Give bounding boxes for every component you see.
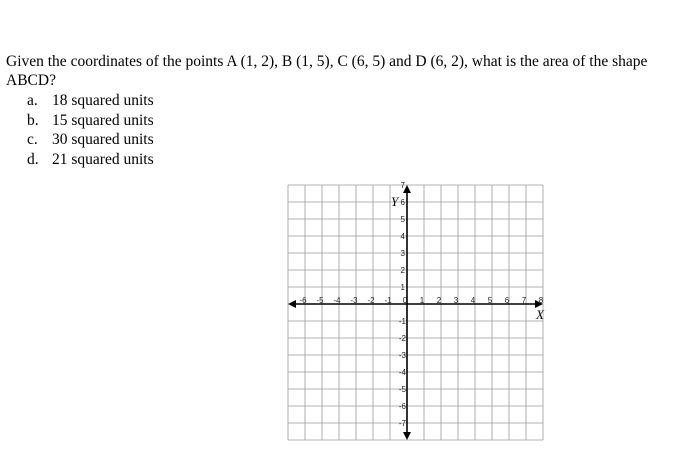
coordinate-grid-svg bbox=[280, 180, 550, 450]
y-tick-label: 3 bbox=[400, 249, 405, 258]
y-axis-label: Y bbox=[391, 194, 399, 209]
choice-text: 30 squared units bbox=[52, 131, 154, 148]
y-tick-label: -2 bbox=[398, 334, 406, 343]
x-tick-label: -2 bbox=[367, 296, 375, 305]
y-tick-label: -7 bbox=[398, 419, 406, 428]
x-tick-label: 4 bbox=[470, 296, 476, 305]
y-axis-down-arrow bbox=[403, 432, 411, 440]
x-tick-label: 3 bbox=[453, 296, 459, 305]
y-tick-label: 1 bbox=[400, 283, 405, 292]
y-tick-label: 6 bbox=[400, 198, 405, 207]
choice-b[interactable] bbox=[27, 111, 154, 131]
coordinate-grid bbox=[280, 180, 550, 450]
y-tick-label: 4 bbox=[400, 232, 405, 241]
grid-lines bbox=[288, 185, 543, 440]
x-tick-label: 5 bbox=[487, 296, 493, 305]
x-tick-label: -4 bbox=[333, 296, 341, 305]
choice-letter: a. bbox=[27, 92, 38, 109]
choice-text: 21 squared units bbox=[52, 150, 154, 168]
x-axis-label: X bbox=[536, 307, 544, 322]
choice-text: 15 squared units bbox=[52, 111, 154, 129]
choice-a[interactable] bbox=[27, 91, 154, 111]
choice-letter: d. bbox=[27, 150, 39, 168]
y-tick-label: -1 bbox=[398, 317, 406, 326]
y-tick-label: -6 bbox=[398, 402, 406, 411]
x-tick-label: -5 bbox=[316, 296, 324, 305]
axes bbox=[288, 185, 543, 440]
y-tick-label: 2 bbox=[400, 266, 405, 275]
x-tick-label: -1 bbox=[384, 296, 392, 305]
x-tick-label: 0 bbox=[402, 296, 408, 305]
x-tick-label: 7 bbox=[521, 296, 527, 305]
answer-choices bbox=[27, 91, 154, 169]
choice-letter: b. bbox=[27, 111, 39, 129]
choice-letter: c. bbox=[27, 131, 38, 148]
x-tick-label: -3 bbox=[350, 296, 358, 305]
y-tick-label: 5 bbox=[400, 215, 405, 224]
x-tick-label: 6 bbox=[504, 296, 510, 305]
x-tick-label: -6 bbox=[299, 296, 307, 305]
y-tick-label: -3 bbox=[398, 351, 406, 360]
y-tick-label: 7 bbox=[400, 181, 405, 190]
y-tick-label: -4 bbox=[398, 368, 406, 377]
choice-text: 18 squared units bbox=[52, 92, 154, 109]
x-tick-label: 1 bbox=[419, 296, 425, 305]
tick-labels bbox=[299, 181, 543, 428]
choice-d[interactable] bbox=[27, 150, 154, 170]
question-text: Given the coordinates of the points A (1, 2), B (1, 5), C (6, 5) and D (6, 2), what is the area of the shape ABCD? bbox=[6, 53, 648, 89]
x-axis-left-arrow bbox=[288, 300, 296, 308]
x-tick-label: 2 bbox=[436, 296, 442, 305]
x-tick-label: 8 bbox=[538, 296, 544, 305]
y-tick-label: -5 bbox=[398, 385, 406, 394]
choice-c[interactable] bbox=[27, 130, 154, 150]
